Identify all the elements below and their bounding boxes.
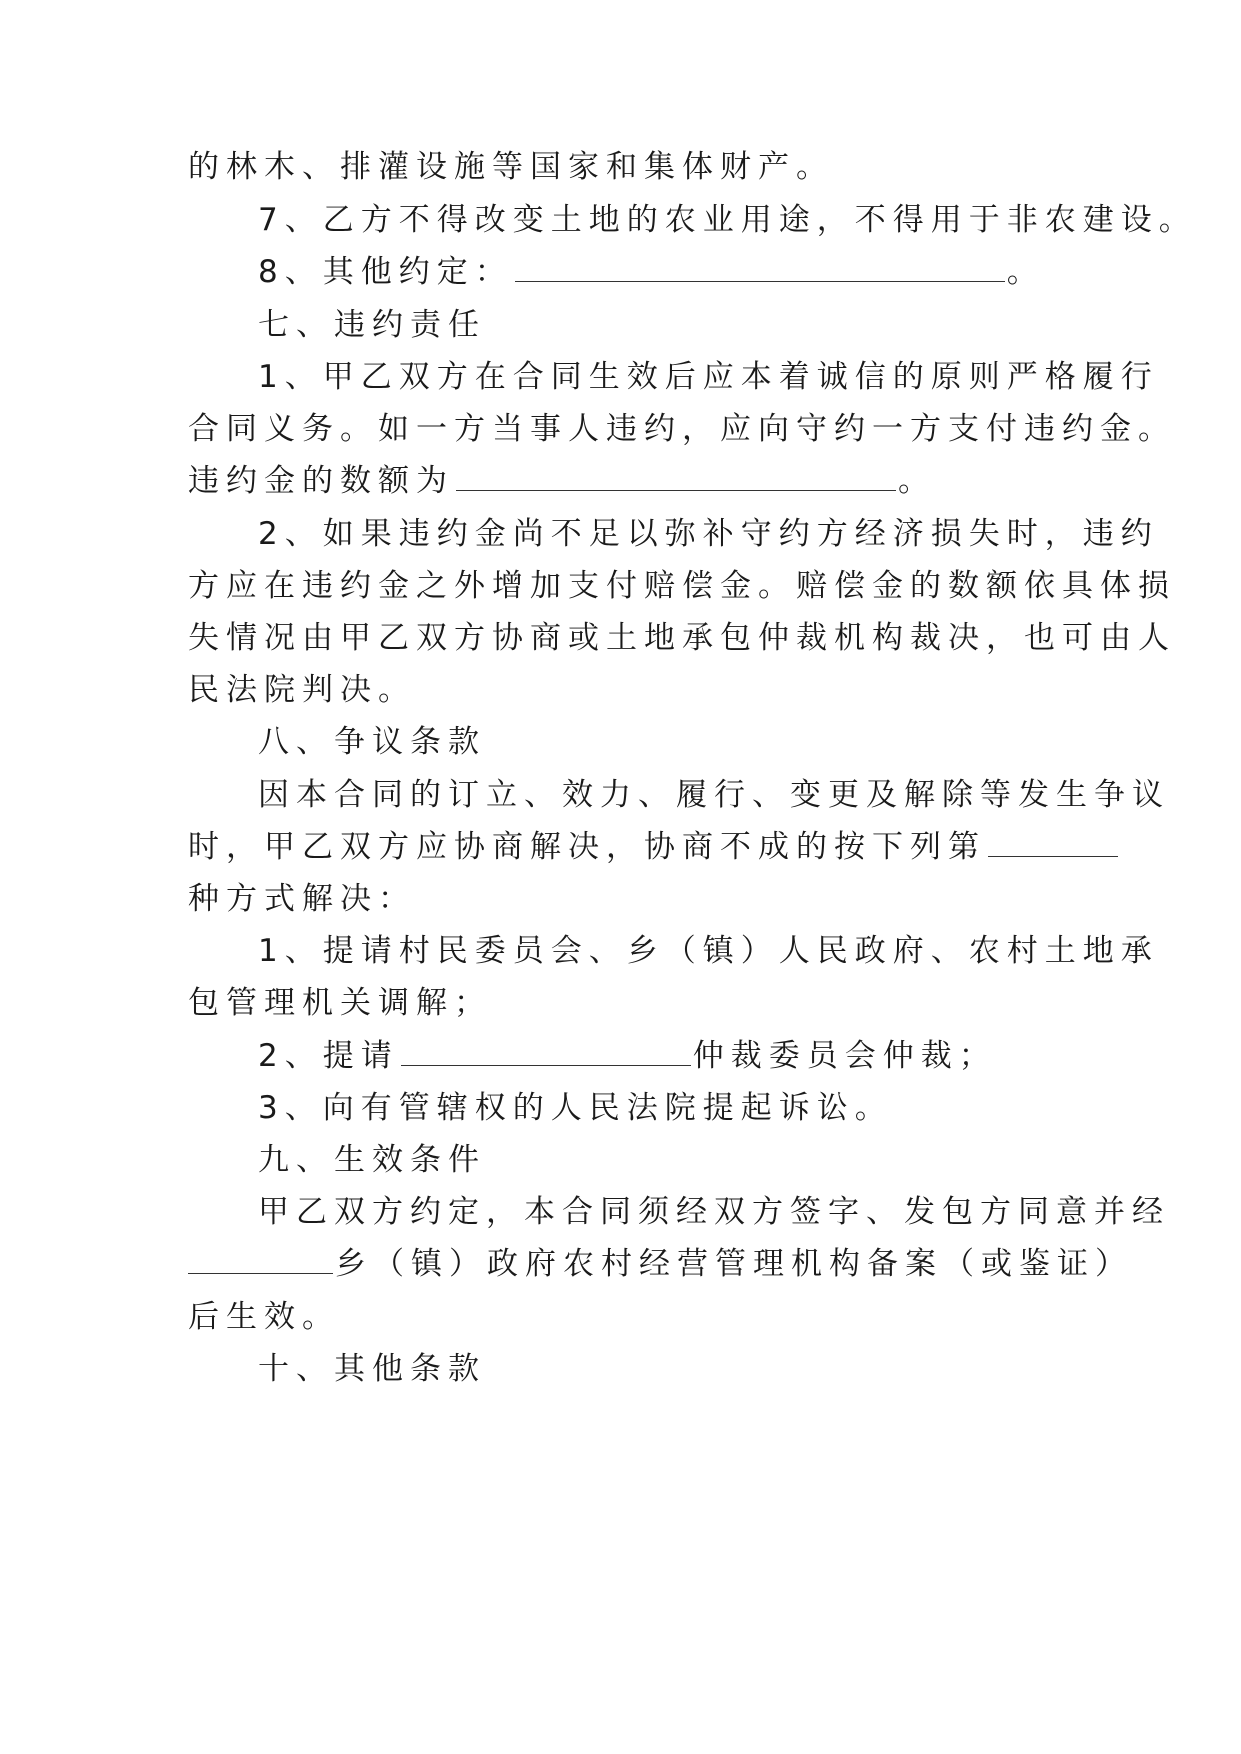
other-agreement-end: 。 [1006,254,1045,290]
dispute-method-label: 时，甲乙双方应协商解决，协商不成的按下列第 [188,829,986,865]
text-line-5: 1、甲乙双方在合同生效后应本着诚信的原则严格履行 [258,359,1159,395]
text-line-11: 民法院判决。 [188,672,416,708]
text-line-15: 种方式解决： [188,881,416,917]
section-heading-breach: 七、违约责任 [258,307,486,343]
arbitration-end: 仲裁委员会仲裁； [692,1038,997,1074]
text-line-18 [258,1036,1138,1076]
arbitration-label: 2、提请 [258,1038,399,1074]
text-line-2: 7、乙方不得改变土地的农业用途，不得用于非农建设。 [258,202,1197,238]
text-line-21: 甲乙双方约定，本合同须经双方签字、发包方同意并经 [258,1194,1170,1230]
text-line-14 [188,827,1068,867]
text-line-16: 1、提请村民委员会、乡（镇）人民政府、农村土地承 [258,933,1159,969]
section-heading-effect: 九、生效条件 [258,1142,486,1178]
text-line-19: 3、向有管辖权的人民法院提起诉讼。 [258,1090,893,1126]
section-heading-dispute: 八、争议条款 [258,724,486,760]
text-line-23: 后生效。 [188,1299,340,1335]
text-line-6: 合同义务。如一方当事人违约，应向守约一方支付违约金。 [188,411,1176,447]
text-line-9: 方应在违约金之外增加支付赔偿金。赔偿金的数额依具体损 [188,568,1176,604]
text-line-17: 包管理机关调解； [188,985,492,1021]
text-line-3 [258,252,1138,292]
arbitration-blank [401,1037,691,1066]
text-line-1: 的林木、排灌设施等国家和集体财产。 [188,149,834,185]
penalty-amount-blank [456,462,896,491]
dispute-method-blank [988,828,1118,857]
penalty-amount-label: 违约金的数额为 [188,463,454,499]
text-line-10: 失情况由甲乙双方协商或土地承包仲裁机构裁决，也可由人 [188,620,1176,656]
text-line-8: 2、如果违约金尚不足以弥补守约方经济损失时，违约 [258,516,1159,552]
text-line-13: 因本合同的订立、效力、履行、变更及解除等发生争议 [258,777,1170,813]
other-agreement-label: 8、其他约定： [258,254,513,290]
section-heading-other: 十、其他条款 [258,1351,486,1387]
other-agreement-blank [515,253,1005,282]
township-blank [188,1245,333,1274]
text-line-7 [188,461,1068,501]
text-line-22 [188,1244,1133,1284]
township-label: 乡（镇）政府农村经营管理机构备案（或鉴证） [335,1246,1133,1282]
penalty-amount-end: 。 [898,463,936,499]
